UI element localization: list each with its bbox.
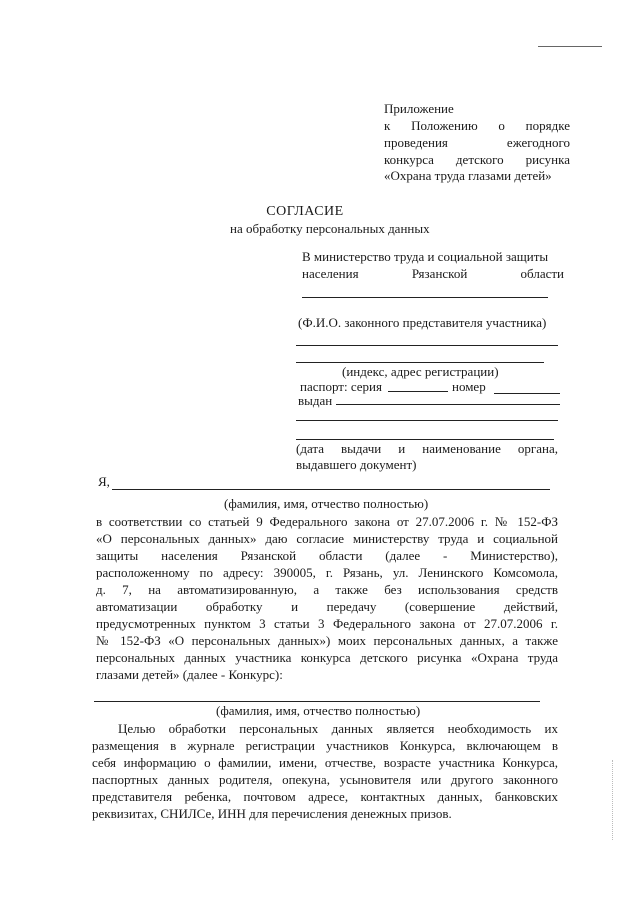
consent-line: защиты населения Рязанской области (далее - Министерство),: [96, 548, 558, 563]
purpose-line: представителя ребенка, почтовом адресе, контактных данных, банковских: [92, 789, 558, 804]
purpose-line: реквизитах, СНИЛСе, ИНН для перечисления денежных призов.: [92, 806, 452, 821]
participant-fio-caption: (фамилия, имя, отчество полностью): [216, 703, 421, 718]
appendix-line-2: к Положению о порядке: [384, 118, 570, 133]
issued-by-line-2[interactable]: [296, 420, 558, 421]
consent-line: расположенному по адресу: 390005, г. Рязань, ул. Ленинского Комсомола,: [96, 565, 558, 580]
scan-mark-top: [538, 46, 602, 47]
fio-representative-caption: (Ф.И.О. законного представителя участника): [298, 315, 547, 330]
purpose-line: себя информацию о фамилии, имени, отчестве, возрасте участника Конкурса,: [92, 755, 558, 770]
issue-caption-1: (дата выдачи и наименование органа,: [296, 441, 558, 456]
issue-caption-2: выдавшего документ): [296, 457, 417, 472]
passport-series-label: паспорт: серия: [300, 379, 382, 394]
address-line-1[interactable]: [296, 345, 558, 346]
appendix-line-5: «Охрана труда глазами детей»: [384, 168, 552, 183]
appendix-line-4: конкурса детского рисунка: [384, 152, 570, 167]
document-subtitle: на обработку персональных данных: [230, 221, 430, 236]
i-label: Я,: [98, 474, 110, 489]
purpose-line: Целью обработки персональных данных является необходимость их: [118, 721, 558, 736]
participant-fio-field[interactable]: [94, 701, 540, 702]
address-line-2[interactable]: [296, 362, 544, 363]
purpose-line: размещения в журнале регистрации участников Конкурса, включающем в: [92, 738, 558, 753]
appendix-line-1: Приложение: [384, 101, 454, 116]
consent-line: предусмотренных пунктом 3 статьи 3 Федерального закона от 27.07.2006 г.: [96, 616, 558, 631]
consent-line: автоматизации обработку и передачу (совершение действий,: [96, 599, 558, 614]
passport-number-label: номер: [452, 379, 486, 394]
consent-line: № 152-ФЗ «О персональных данных») моих персональных данных, а также: [96, 633, 558, 648]
consent-line: в соответствии со статьей 9 Федерального закона от 27.07.2006 г. № 152-ФЗ: [96, 514, 558, 529]
addressee-line-1: В министерство труда и социальной защиты: [302, 249, 549, 264]
issued-by-field[interactable]: [336, 404, 560, 405]
addressee-line-2: населения Рязанской области: [302, 266, 564, 281]
document-title: СОГЛАСИЕ: [266, 204, 344, 219]
scan-margin-dots: [612, 760, 614, 840]
consent-line: «О персональных данных» даю согласие министерству труда и социальной: [96, 531, 558, 546]
issued-by-line-3[interactable]: [296, 439, 554, 440]
issued-by-label: выдан: [298, 393, 333, 408]
passport-number-field[interactable]: [494, 393, 560, 394]
consent-line: глазами детей» (далее - Конкурс):: [96, 667, 283, 682]
consent-line: персональных данных участника конкурса детского рисунка «Охрана труда: [96, 650, 558, 665]
fio-line[interactable]: [302, 297, 548, 298]
appendix-line-3: проведения ежегодного: [384, 135, 570, 150]
address-caption: (индекс, адрес регистрации): [342, 364, 499, 379]
purpose-line: паспортных данных родителя, опекуна, усыновителя или другого законного: [92, 772, 558, 787]
consent-line: д. 7, на автоматизированную, а также без использования средств: [96, 582, 558, 597]
applicant-fio-field[interactable]: [112, 489, 550, 490]
applicant-fio-caption: (фамилия, имя, отчество полностью): [224, 496, 429, 511]
passport-series-field[interactable]: [388, 391, 448, 392]
